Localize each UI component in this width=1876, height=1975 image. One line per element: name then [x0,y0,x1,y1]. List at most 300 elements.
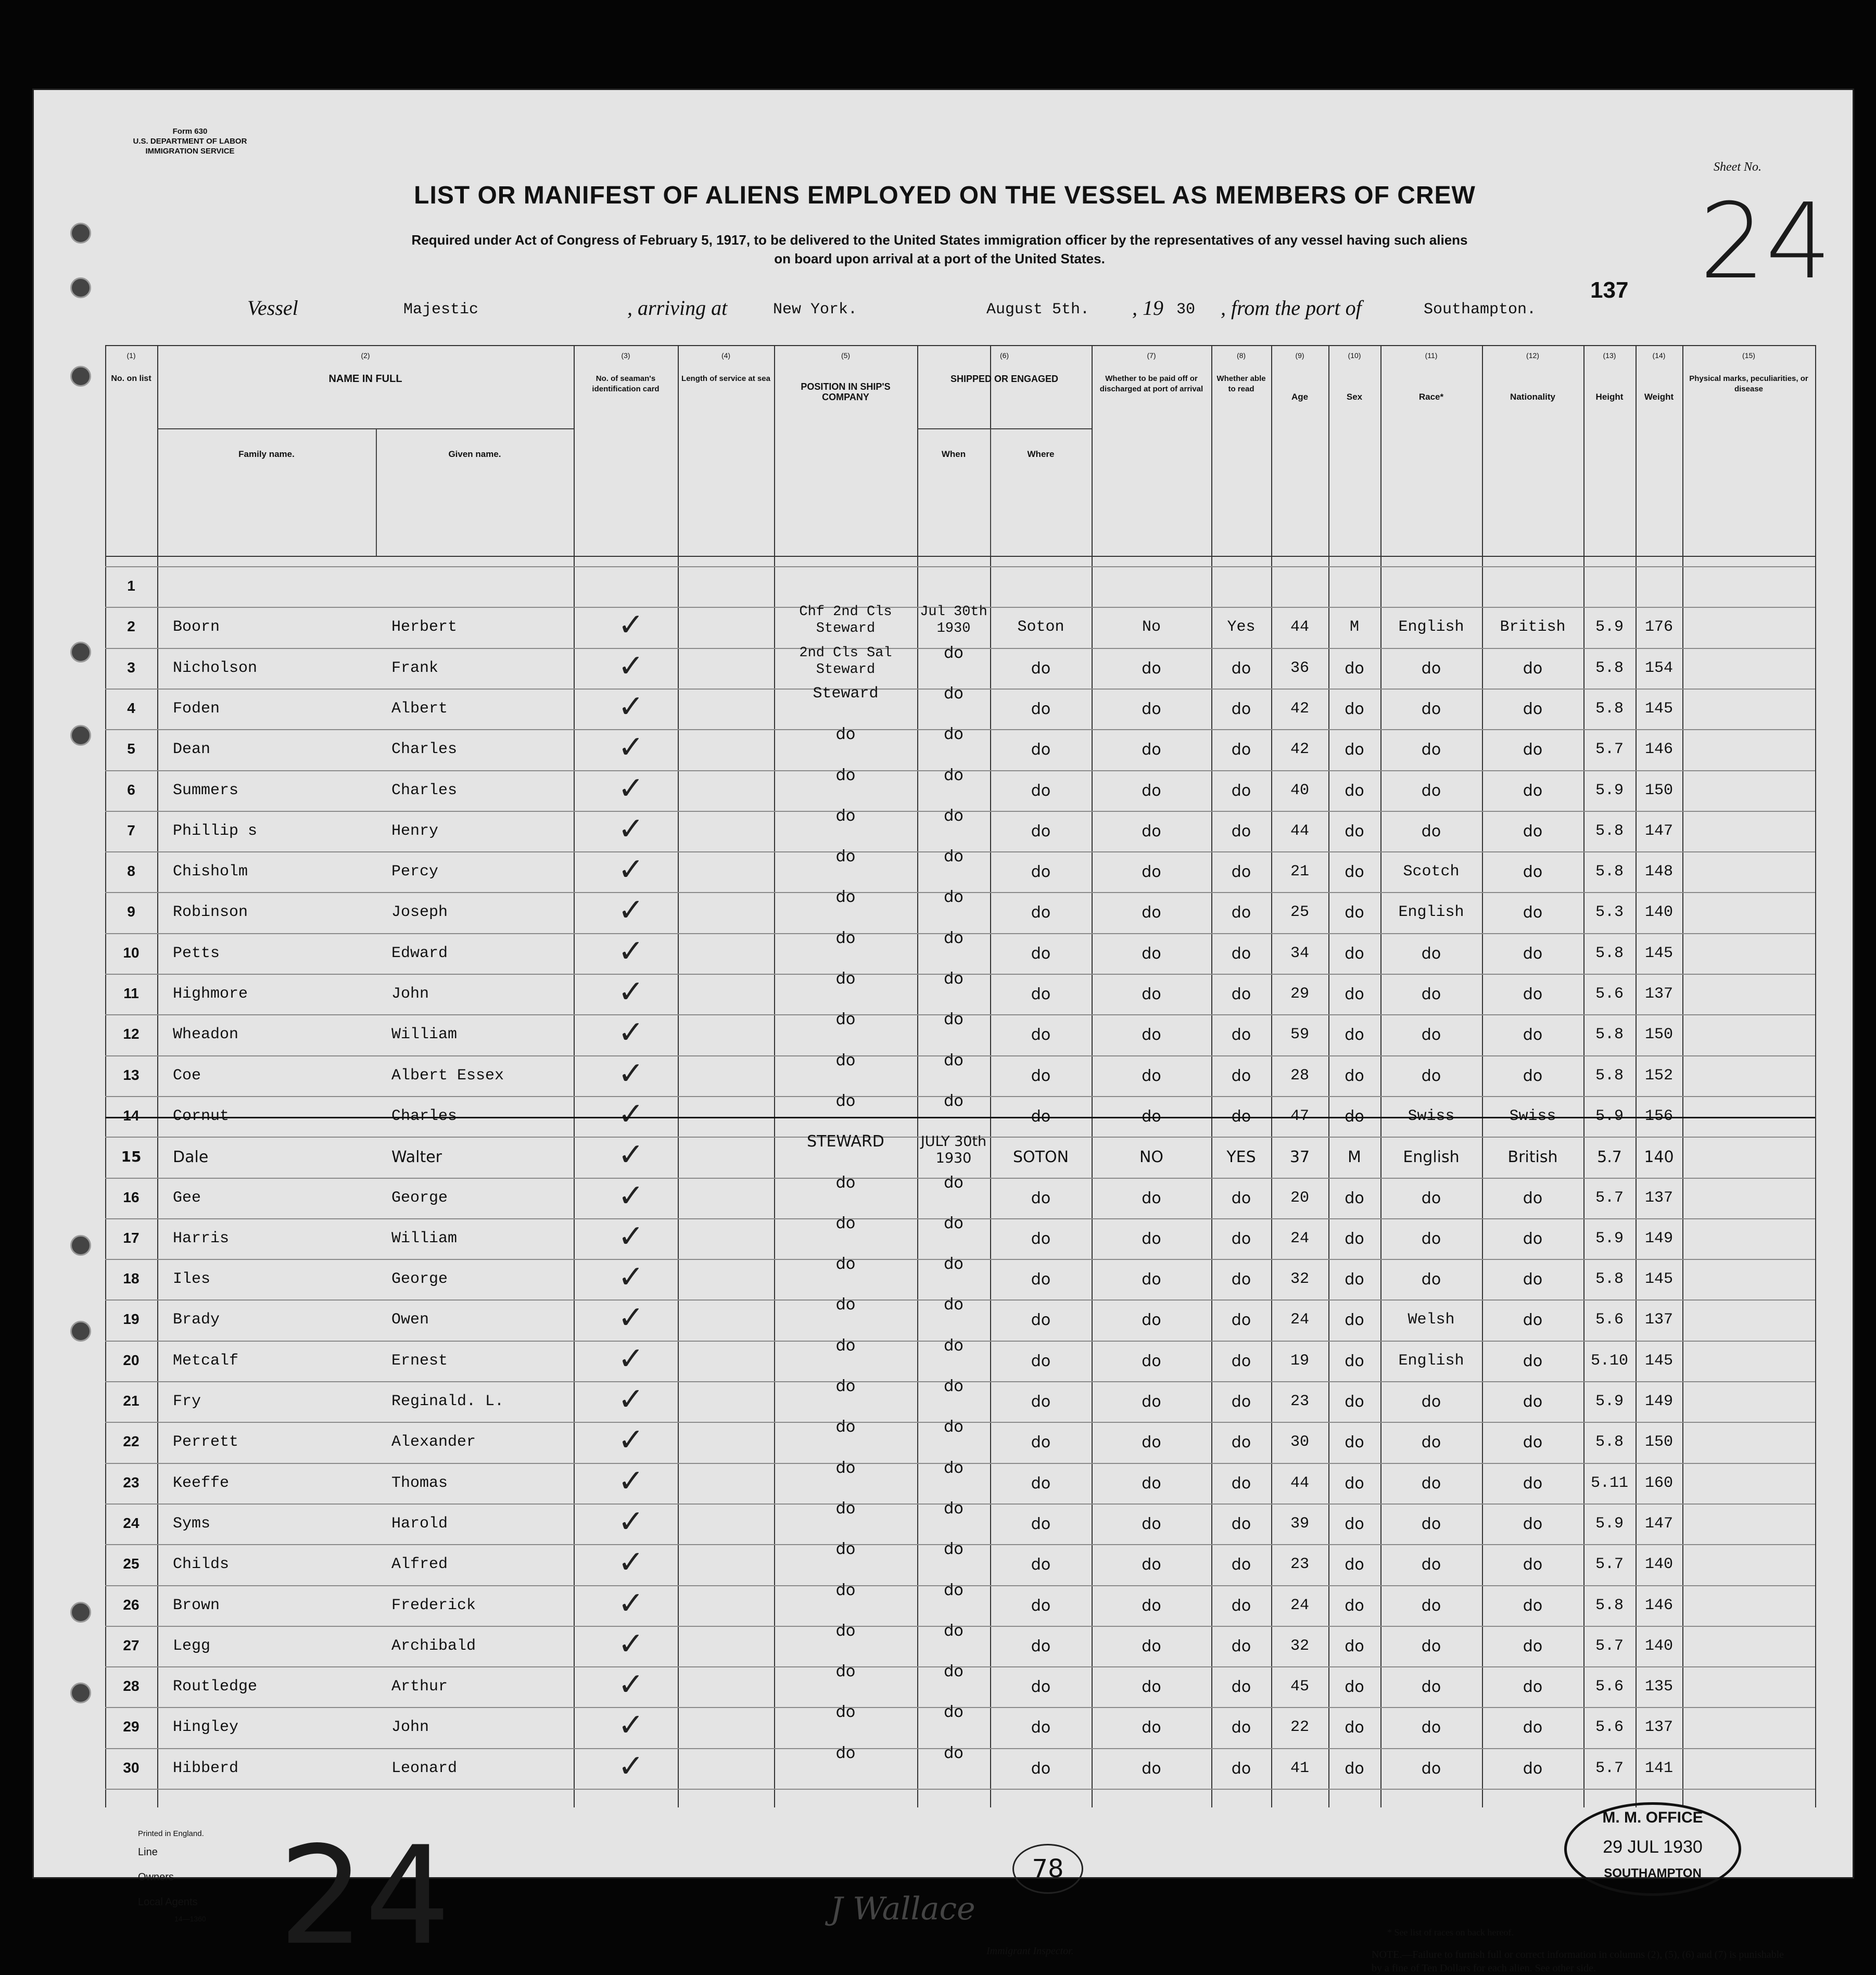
race: Welsh [1408,1311,1455,1329]
sex: do [1345,863,1364,882]
weight: 149 [1644,1229,1673,1247]
weight: 147 [1644,1514,1673,1533]
shipped-where: do [1031,1556,1051,1574]
paid-off: do [1142,781,1161,800]
nationality: do [1523,1637,1543,1655]
race: do [1421,944,1441,963]
row-number: 15 [121,1148,142,1166]
row-number: 4 [127,699,135,716]
row-number: 9 [127,903,135,920]
row-number: 5 [127,741,135,757]
vessel-label: Vessel [247,296,298,320]
height: 5.8 [1595,1026,1624,1044]
shipped-where: do [1031,1026,1051,1044]
nationality: do [1523,1596,1543,1615]
col-head-position: POSITION IN SHIP'S COMPANY [801,381,891,402]
shipped-when: do [944,1540,964,1559]
paid-off: do [1142,822,1161,840]
paid-off: do [1142,1311,1161,1330]
height: 5.6 [1595,1718,1624,1737]
form-number: Form 630 [172,127,208,136]
shipped-where: do [1031,781,1051,800]
sex: do [1345,1311,1364,1330]
col-head-weight: Weight [1644,392,1674,402]
given-name: Alfred [391,1556,448,1574]
race: do [1421,1718,1441,1737]
weight: 147 [1644,822,1673,840]
position: Chf 2nd Cls Steward [799,604,892,637]
check-mark-icon: ✓ [618,607,644,644]
position: do [835,1214,856,1232]
able-to-read: do [1231,1433,1251,1452]
manifest-sheet [32,88,1854,1975]
given-name: John [391,1718,429,1737]
table-row [105,1540,1815,1585]
family-name: Summers [173,781,239,799]
table-row [105,566,1815,607]
check-mark-icon: ✓ [618,1503,644,1540]
table-row [105,1418,1815,1463]
table-row [105,888,1815,933]
paid-off: do [1142,1066,1161,1085]
height: 5.7 [1595,1556,1624,1574]
col-head-length: Length of service at sea [681,374,770,383]
table-row [105,1621,1815,1667]
family-name: Highmore [173,985,248,1003]
race: do [1421,1270,1441,1289]
from-label: , from the port of [1221,296,1362,320]
header-rule [105,345,1815,346]
check-mark-icon: ✓ [618,647,644,684]
shipped-when: do [944,1621,964,1640]
weight: 146 [1644,741,1673,759]
punch-hole [70,366,91,387]
race: do [1421,659,1441,678]
manifest-code: 137 [1590,277,1629,303]
when-split [990,428,991,556]
from-port: Southampton. [1424,301,1537,318]
punch-hole [70,1683,91,1703]
punch-hole [70,1602,91,1623]
table-row [105,1132,1815,1178]
column-number: (14) [1652,351,1666,360]
race: do [1421,1393,1441,1411]
shipped-where: do [1031,1311,1051,1330]
height: 5.8 [1595,1596,1624,1614]
race: do [1421,781,1441,800]
family-name: Syms [173,1514,211,1533]
punch-hole [70,1321,91,1342]
given-name: Charles [391,741,458,759]
shipped-when: do [944,643,964,662]
height: 5.8 [1595,699,1624,718]
row-number: 7 [127,822,135,838]
given-name: Frank [391,659,439,677]
sex: do [1345,1474,1364,1493]
age: 32 [1290,1270,1309,1289]
position: do [835,1173,856,1192]
table-row [105,1377,1815,1422]
col-head-physical: Physical marks, peculiarities, or disease [1689,374,1808,393]
position: do [835,1743,856,1762]
family-name: Chisholm [173,863,248,881]
given-name: John [391,985,429,1003]
height: 5.8 [1595,1433,1624,1451]
weight: 140 [1644,1637,1673,1655]
column-number: (8) [1236,351,1246,360]
table-row [105,1499,1815,1545]
race: do [1421,1678,1441,1697]
nationality: British [1500,618,1566,636]
punch-hole [70,1235,91,1256]
check-mark-icon: ✓ [618,688,644,725]
sex: do [1345,1107,1364,1126]
col-head-paid-off: Whether to be paid off or discharged at port of arrival [1099,374,1203,393]
sex: do [1345,659,1364,678]
given-name: Harold [391,1514,448,1533]
able-to-read: do [1231,1474,1251,1493]
shipped-when: do [944,1091,964,1110]
shipped-where: do [1031,903,1051,922]
col-head-sex: Sex [1346,392,1363,402]
weight: 150 [1644,1026,1673,1044]
family-name: Perrett [173,1433,239,1451]
stamp-bottom: SOUTHAMPTON [1604,1866,1702,1880]
shipped-where: do [1031,1393,1051,1411]
family-name: Brady [173,1311,220,1329]
shipped-where: do [1031,1759,1051,1778]
sheet-number: 24 [1699,181,1832,302]
row-number: 23 [123,1474,140,1490]
column-number: (1) [126,351,136,360]
given-name: Alexander [391,1433,476,1451]
sex: M [1349,618,1359,636]
arrival-year: 30 [1176,301,1196,318]
able-to-read: do [1231,699,1251,718]
nationality: do [1523,1474,1543,1493]
nationality: do [1523,822,1543,840]
sheet-label: Sheet No. [1714,160,1761,174]
height: 5.6 [1595,1311,1624,1329]
shipped-when: do [944,725,964,744]
race: Swiss [1408,1107,1455,1125]
position: do [835,1703,856,1722]
shipped-when: do [944,1499,964,1518]
age: 44 [1290,618,1309,636]
paid-off: do [1142,1759,1161,1778]
form-header [107,126,273,156]
age: 40 [1290,781,1309,799]
check-mark-icon: ✓ [618,1177,644,1214]
sex: do [1345,741,1364,759]
sex: do [1345,1514,1364,1533]
given-name: Henry [391,822,439,840]
sex: do [1345,944,1364,963]
paid-off: do [1142,1189,1161,1207]
family-name: Hingley [173,1718,239,1737]
shipped-where: do [1031,1596,1051,1615]
nationality: do [1523,1678,1543,1697]
paid-off: do [1142,863,1161,882]
footer-labels [138,1828,206,1923]
paid-off: do [1142,903,1161,922]
sex: do [1345,781,1364,800]
age: 34 [1290,944,1309,962]
able-to-read: do [1231,1759,1251,1778]
nationality: do [1523,1311,1543,1330]
table-row [105,1336,1815,1382]
check-mark-icon: ✓ [618,1544,644,1581]
table-row [105,970,1815,1015]
sex: do [1345,699,1364,718]
position: do [835,1010,856,1029]
family-name: Iles [173,1270,211,1289]
strike-through-line [105,1117,1815,1118]
name-split [376,428,377,556]
weight: 135 [1644,1678,1673,1696]
race: English [1398,1352,1464,1370]
given-name: William [391,1026,458,1044]
position: do [835,1255,856,1273]
race: do [1421,699,1441,718]
weight: 137 [1644,985,1673,1003]
height: 5.9 [1595,1393,1624,1410]
column-number: (11) [1425,351,1438,360]
paid-off: do [1142,659,1161,678]
age: 39 [1290,1514,1309,1533]
row-number: 1 [127,578,135,594]
page-title: LIST OR MANIFEST OF ALIENS EMPLOYED ON THE VESSEL AS MEMBERS OF CREW [414,182,1476,209]
sex: do [1345,1189,1364,1207]
able-to-read: do [1231,822,1251,840]
race: do [1421,1514,1441,1533]
weight: 176 [1644,618,1673,636]
row-number: 2 [127,618,135,635]
age: 23 [1290,1393,1309,1410]
check-mark-icon: ✓ [618,1585,644,1622]
col-head-name: NAME IN FULL [328,373,402,385]
table-row [105,1581,1815,1626]
row-number: 29 [123,1718,140,1735]
arriving-port: New York. [773,301,858,318]
sex: do [1345,1759,1364,1778]
nationality: do [1523,781,1543,800]
position: do [835,888,856,907]
table-row [105,847,1815,893]
shipped-where: do [1031,1678,1051,1697]
given-name: Reginald. L. [391,1393,504,1410]
row-number: 27 [123,1637,140,1653]
age: 23 [1290,1556,1309,1574]
given-name: Frederick [391,1596,476,1614]
nationality: do [1523,1229,1543,1248]
able-to-read: do [1231,985,1251,1003]
table-row [105,604,1815,648]
col-head-when: When [941,449,966,459]
shipped-where: SOTON [1012,1148,1069,1167]
race: do [1421,1596,1441,1615]
sex: do [1345,903,1364,922]
sex: do [1345,822,1364,840]
sex: do [1345,1229,1364,1248]
age: 44 [1290,822,1309,840]
weight: 148 [1644,863,1673,881]
row-number: 20 [123,1352,140,1368]
paid-off: do [1142,1718,1161,1737]
race: do [1421,741,1441,759]
column-number: (2) [361,351,370,360]
position: do [835,806,856,825]
shipped-where: do [1031,699,1051,718]
check-mark-icon: ✓ [618,1299,644,1336]
weight: 152 [1644,1066,1673,1085]
height: 5.10 [1590,1352,1628,1370]
col-head-age: Age [1291,392,1309,402]
position: do [835,928,856,947]
age: 24 [1290,1311,1309,1329]
family-name: Coe [173,1066,201,1085]
table-row [105,643,1815,689]
age: 44 [1290,1474,1309,1492]
column-number: (15) [1742,351,1755,360]
row-number: 30 [123,1759,140,1776]
sex: M [1348,1148,1361,1167]
check-mark-icon: ✓ [618,1014,644,1051]
check-mark-icon: ✓ [618,729,644,766]
crew-table [105,345,1815,1807]
paid-off: do [1142,1556,1161,1574]
position: do [835,1540,856,1559]
able-to-read: Yes [1227,618,1256,636]
family-name: Metcalf [173,1352,239,1370]
sex: do [1345,1718,1364,1737]
given-name: Joseph [391,903,448,922]
year-label: , 19 [1132,296,1163,320]
subtitle-line-2: on board upon arrival at a port of the United States. [774,251,1105,266]
given-name: Percy [391,863,439,881]
shipped-when: do [944,1214,964,1232]
age: 25 [1290,903,1309,922]
age: 42 [1290,699,1309,718]
sex: do [1345,1433,1364,1452]
able-to-read: do [1231,1270,1251,1289]
table-row [105,1091,1815,1137]
family-name: Legg [173,1637,211,1655]
shipped-subrule [917,428,1092,429]
arriving-label: , arriving at [627,296,728,320]
check-mark-icon: ✓ [618,974,644,1010]
check-mark-icon: ✓ [618,1055,644,1092]
shipped-where: do [1031,659,1051,678]
check-mark-icon: ✓ [618,1625,644,1662]
check-mark-icon: ✓ [618,892,644,929]
shipped-when: JULY 30th 1930 [920,1133,987,1167]
shipped-when: do [944,847,964,866]
family-name: Nicholson [173,659,258,677]
position: do [835,1458,856,1477]
paid-off: do [1142,699,1161,718]
paid-off: do [1142,1352,1161,1370]
shipped-when: do [944,1743,964,1762]
column-number: (4) [721,351,731,360]
height: 5.6 [1595,985,1624,1003]
row-number: 25 [123,1556,140,1572]
table-row [105,1295,1815,1341]
shipped-where: do [1031,1189,1051,1207]
family-name: Foden [173,699,220,718]
position: do [835,1336,856,1355]
able-to-read: do [1231,903,1251,922]
age: 22 [1290,1718,1309,1737]
sex: do [1345,1393,1364,1411]
nationality: do [1523,1026,1543,1044]
column-number: (3) [621,351,630,360]
sex: do [1345,1678,1364,1697]
able-to-read: YES [1226,1148,1256,1167]
age: 28 [1290,1066,1309,1085]
shipped-when: Jul 30th 1930 [920,604,987,637]
able-to-read: do [1231,1352,1251,1370]
printed-note: Printed in England. [138,1829,204,1838]
family-name: Childs [173,1556,230,1574]
stamp-top: M. M. OFFICE [1602,1809,1703,1826]
line-label: Line [138,1846,158,1858]
stamp-date: 29 JUL 1930 [1603,1837,1703,1857]
age: 32 [1290,1637,1309,1655]
position: 2nd Cls Sal Steward [799,645,892,678]
nationality: do [1523,1718,1543,1737]
nationality: do [1523,659,1543,678]
col-head-no: No. on list [111,374,151,383]
position: do [835,1418,856,1436]
check-mark-icon: ✓ [618,1748,644,1785]
paid-off: NO [1139,1148,1164,1167]
weight: 137 [1644,1718,1673,1737]
paid-off: do [1142,1474,1161,1493]
nationality: do [1523,944,1543,963]
col-head-where: Where [1027,449,1055,459]
height: 5.3 [1595,903,1624,922]
height: 5.9 [1595,781,1624,799]
race: do [1421,822,1441,840]
vessel-name: Majestic [403,301,479,318]
family-name: Robinson [173,903,248,922]
check-mark-icon: ✓ [618,810,644,847]
nationality: do [1523,985,1543,1003]
nationality: do [1523,741,1543,759]
shipped-where: do [1031,1637,1051,1655]
nationality: do [1523,1433,1543,1452]
row-number: 18 [123,1270,140,1287]
weight: 140 [1644,1148,1674,1167]
shipped-when: do [944,928,964,947]
height: 5.8 [1595,822,1624,840]
nationality: do [1523,1514,1543,1533]
family-name: Phillip s [173,822,258,840]
nationality: do [1523,1270,1543,1289]
position: STEWARD [807,1132,884,1151]
check-mark-icon: ✓ [618,1095,644,1132]
able-to-read: do [1231,1637,1251,1655]
shipped-where: do [1031,1066,1051,1085]
height: 5.8 [1595,944,1624,962]
race: do [1421,1026,1441,1044]
given-name: Owen [391,1311,429,1329]
agents-label: Local Agents [138,1896,198,1908]
shipped-when: do [944,684,964,703]
age: 24 [1290,1596,1309,1614]
given-name: Albert Essex [391,1066,504,1085]
